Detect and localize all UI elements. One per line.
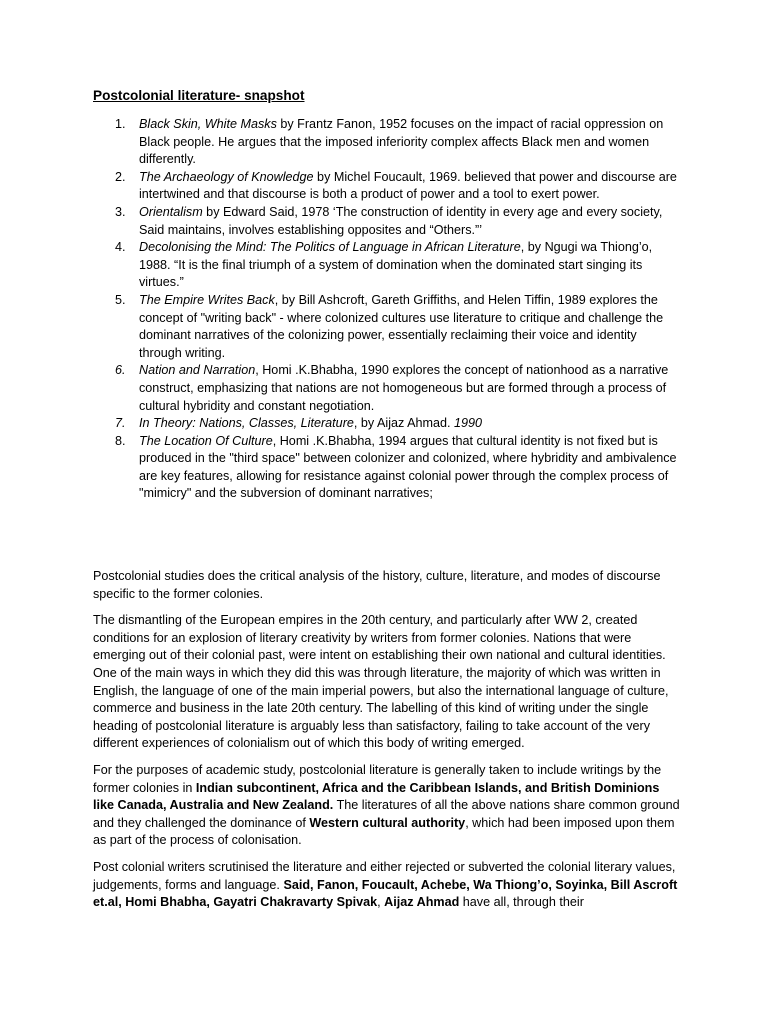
work-description: , by Aijaz Ahmad. xyxy=(353,416,454,431)
paragraph xyxy=(93,612,683,753)
list-item-number: 3. xyxy=(115,204,126,219)
paragraph-text: , which had been imposed upon them as part of the process of colonisation. xyxy=(93,815,675,848)
paragraph-text: The literatures of all the above nations share common ground and they challenged the dominance of xyxy=(93,798,680,830)
work-description: by Frantz Fanon, 1952 focuses on the impact of racial oppression on Black people. He argues that the imposed inferiority complex affects Black men and women differently. xyxy=(139,117,664,167)
work-description: , Homi .K.Bhabha, 1990 explores the concept of nationhood as a narrative construct, emphasizing that nations are not homogeneous but are formed through a process of cultural hybridity and constant negotiation. xyxy=(139,363,669,413)
list-item xyxy=(93,362,678,415)
list-item xyxy=(93,204,678,239)
work-description: , by Ngugi wa Thiong’o, 1988. “It is the final triumph of a system of domination when the dominated start singing its virtues.” xyxy=(139,240,653,290)
work-title-italic: Decolonising the Mind: The Politics of Language in African Literature xyxy=(139,240,521,255)
work-title-italic: Black Skin, White Masks xyxy=(139,117,277,131)
list-item xyxy=(93,292,678,362)
paragraph-text: The dismantling of the European empires in the 20th century, and particularly after WW 2, created conditions for an explosion of literary creativity by writers from former colonies. Nations that were emerging out of their colonial past, were intent on establishing their own national and cultural identities. One of the main ways in which they did this was through literature, the majority of which was written in English, the language of one of the main imperial powers, but also the international language of culture, commerce and business in the late 20th century. The labelling of this kind of writing under the single heading of postcolonial literature is arguably less than satisfactory, failing to take account of the very different experiences of colonialism out of which this body of writing emerged. xyxy=(93,613,669,751)
list-item-number: 4. xyxy=(115,240,126,255)
list-item-number: 2. xyxy=(115,169,126,184)
list-item-number: 8. xyxy=(115,433,126,448)
paragraph xyxy=(93,859,683,912)
paragraph-text: , xyxy=(377,895,385,910)
list-item-number: 1. xyxy=(115,117,126,131)
bold-text: Western cultural authority xyxy=(309,815,466,830)
paragraph-text: Post colonial writers scrutinised the literature and either rejected or subverted the colonial literary values, judgements, forms and language. xyxy=(93,859,676,892)
list-item xyxy=(93,415,678,433)
work-title-italic: In Theory: Nations, Classes, Literature xyxy=(139,416,354,431)
works-list xyxy=(93,116,678,503)
work-title-italic: 1990 xyxy=(454,416,483,431)
work-title-italic: Nation and Narration xyxy=(139,363,256,378)
paragraph-text: have all, through their xyxy=(459,895,584,910)
work-title-italic: The Empire Writes Back xyxy=(139,292,275,307)
list-item-number: 7. xyxy=(115,416,126,431)
list-item-number: 6. xyxy=(115,363,126,378)
list-item xyxy=(93,169,678,204)
work-description: by Edward Said, 1978 ‘The construction of identity in every age and every society, Said maintains, involves establishing opposites and “Others.”’ xyxy=(139,204,663,237)
paragraph xyxy=(93,762,683,850)
list-item xyxy=(93,116,678,169)
work-description: , by Bill Ashcroft, Gareth Griffiths, and Helen Tiffin, 1989 explores the concept of "writing back" - where colonized cultures use literature to critique and challenge the dominant narratives of the colonizing power, essentially reclaiming their voice and identity through writing. xyxy=(139,292,664,360)
work-title-italic: Orientalism xyxy=(139,204,203,219)
work-title-italic: The Archaeology of Knowledge xyxy=(139,169,314,184)
work-description: by Michel Foucault, 1969. believed that power and discourse are intertwined and that discourse is both a product of power and a tool to exert power. xyxy=(139,169,677,202)
bold-text: Aijaz Ahmad xyxy=(384,895,460,910)
paragraph-text: Postcolonial studies does the critical analysis of the history, culture, literature, and modes of discourse specific to the former colonies. xyxy=(93,569,661,601)
list-item-number: 5. xyxy=(115,292,126,307)
body-text xyxy=(93,568,683,921)
work-description: , Homi .K.Bhabha, 1994 argues that cultural identity is not fixed but is produced in the "third space" between colonizer and colonized, where hybridity and ambivalence are key features, allowing for resistance against colonial power through the complex process of "mimicry" and the subversion of dominant narratives; xyxy=(139,433,677,501)
bold-text: Said, Fanon, Foucault, Achebe, Wa Thiong’o, Soyinka, Bill Ascroft et.al, Homi Bhabha, Gayatri Chakravarty Spivak xyxy=(93,877,678,910)
work-title-italic: The Location Of Culture xyxy=(139,433,273,448)
paragraph xyxy=(93,568,683,603)
paragraph-text: For the purposes of academic study, postcolonial literature is generally taken to include writings by the former colonies in xyxy=(93,762,662,795)
bold-text: Indian subcontinent, Africa and the Caribbean Islands, and British Dominions like Canada, Australia and New Zealand. xyxy=(93,780,660,813)
list-item xyxy=(93,239,678,292)
list-item xyxy=(93,433,678,503)
page-title: Postcolonial literature- snapshot xyxy=(93,88,305,103)
